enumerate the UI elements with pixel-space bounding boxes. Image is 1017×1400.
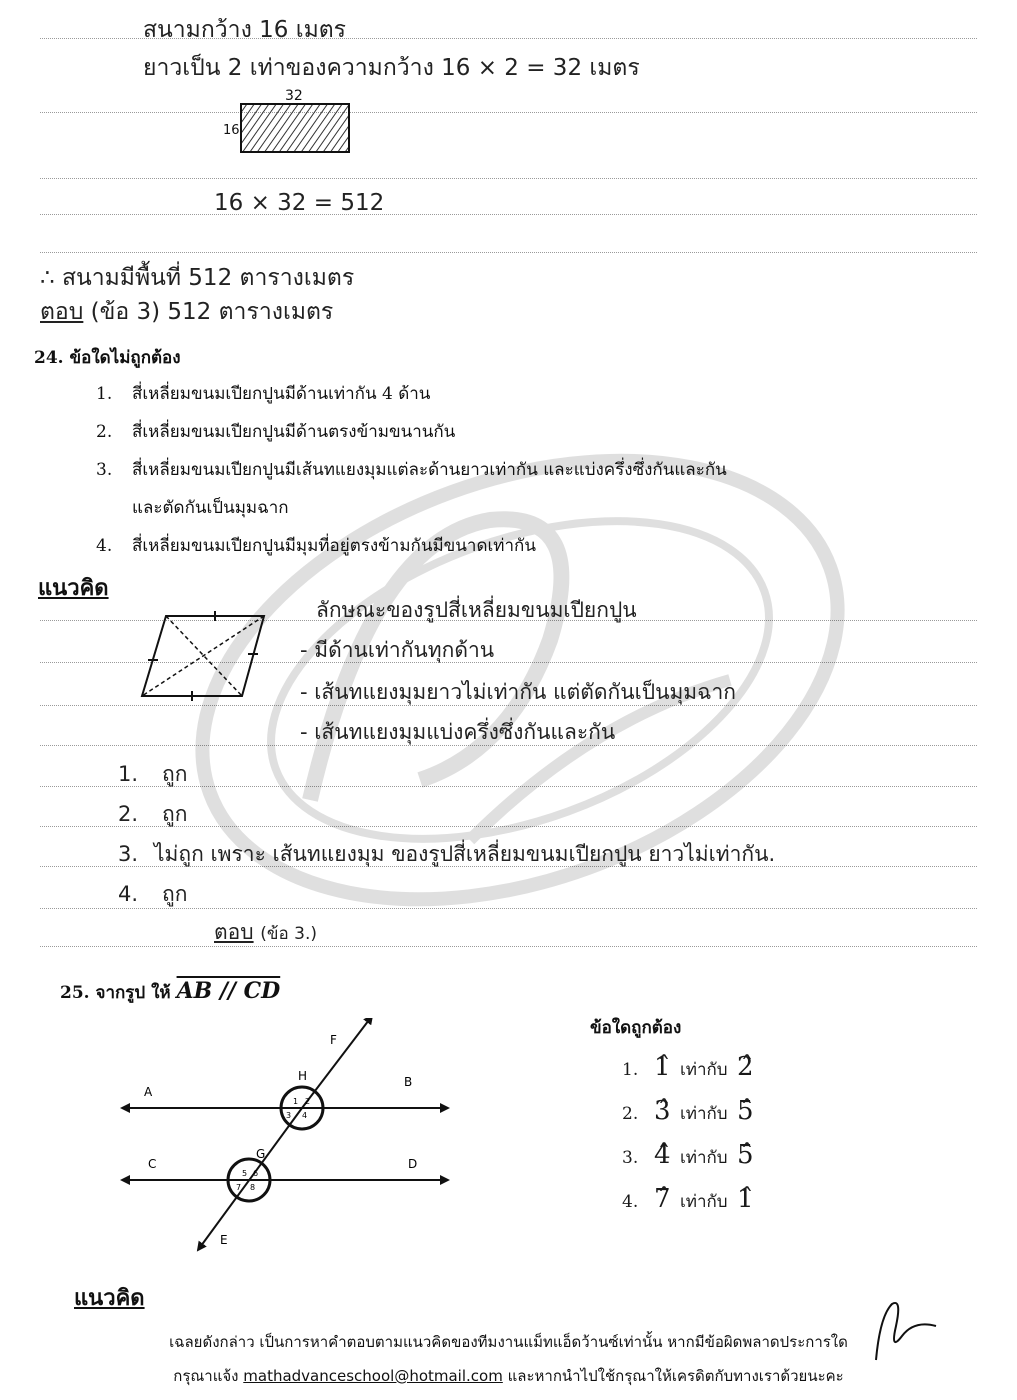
- q25-choice-2: 2. 3̂ เท่ากับ 5̂: [622, 1096, 754, 1126]
- svg-text:A: A: [144, 1085, 153, 1099]
- solution-line-width: สนามกว้าง 16 เมตร: [143, 17, 347, 43]
- parallel-lines-transversal-figure: [110, 1018, 470, 1258]
- svg-text:8: 8: [250, 1183, 256, 1192]
- svg-text:4: 4: [302, 1111, 308, 1120]
- check-2: 2. ถูก: [118, 802, 188, 826]
- question-24-title: 24. ข้อใดไม่ถูกต้อง: [34, 348, 181, 368]
- approach-heading-2: แนวคิด: [74, 1286, 145, 1311]
- svg-text:F: F: [330, 1033, 337, 1047]
- question-25-prompt: ข้อใดถูกต้อง: [590, 1018, 682, 1038]
- answer-23: [40, 294, 333, 330]
- svg-text:7: 7: [236, 1183, 242, 1192]
- svg-text:5: 5: [242, 1169, 248, 1178]
- rhombus-property-1: - มีด้านเท่ากันทุกด้าน: [300, 638, 495, 662]
- svg-text:C: C: [148, 1157, 157, 1171]
- solution-line-length: ยาวเป็น 2 เท่าของความกว้าง 16 × 2 = 32 เมตร: [143, 55, 640, 81]
- q25-choice-3: 3. 4̂ เท่ากับ 5̂: [622, 1140, 754, 1170]
- teacher-signature: [862, 1296, 942, 1366]
- answer-24: [214, 916, 317, 949]
- svg-text:2: 2: [305, 1097, 311, 1106]
- rect-length-label: 32: [285, 88, 303, 104]
- question-25-title: 25. จากรูป ให้ AB // CD: [60, 978, 281, 1004]
- ruled-line: [40, 214, 977, 215]
- answer-value: (ข้อ 3) 512 ตารางเมตร: [90, 299, 334, 325]
- svg-text:D: D: [408, 1157, 418, 1171]
- rhombus-figure: [130, 608, 280, 704]
- answer-label: ตอบ: [40, 299, 84, 325]
- q24-choice-4: 4. สี่เหลี่ยมขนมเปียกปูนมีมุมที่อยู่ตรงข้ามกันมีขนาดเท่ากัน: [96, 536, 536, 556]
- q25-choice-1: 1. 1̂ เท่ากับ 2̂: [622, 1052, 754, 1082]
- footer-contact: กรุณาแจ้ง mathadvanceschool@hotmail.com และหากนำไปใช้กรุณาให้เครดิตกับทางเราด้วยนะคะ: [173, 1367, 844, 1385]
- ruled-line: [40, 112, 977, 113]
- q24-choice-3: 3. สี่เหลี่ยมขนมเปียกปูนมีเส้นทแยงมุมแต่ละด้านยาวเท่ากัน และแบ่งครึ่งซึ่งกันและกัน: [96, 460, 727, 480]
- check-4: 4. ถูก: [118, 882, 188, 906]
- rhombus-property-2: - เส้นทแยงมุมยาวไม่เท่ากัน แต่ตัดกันเป็นมุมฉาก: [300, 680, 736, 704]
- ruled-line: [40, 252, 977, 253]
- svg-text:E: E: [220, 1233, 228, 1247]
- q25-choice-4: 4. 7̂ เท่ากับ 1̂: [622, 1184, 754, 1214]
- rect-width-label: 16: [223, 123, 240, 138]
- svg-text:G: G: [256, 1147, 266, 1161]
- field-rectangle-figure: [215, 86, 365, 158]
- svg-text:1: 1: [293, 1097, 299, 1106]
- approach-heading: แนวคิด: [38, 576, 109, 601]
- check-3: 3. ไม่ถูก เพราะ เส้นทแยงมุม ของรูปสี่เหลี่ยมขนมเปียกปูน ยาวไม่เท่ากัน.: [118, 842, 776, 866]
- rhombus-properties-title: ลักษณะของรูปสี่เหลี่ยมขนมเปียกปูน: [316, 598, 637, 622]
- svg-text:6: 6: [253, 1169, 259, 1178]
- ruled-line: [40, 178, 977, 179]
- q24-choice-3-continued: และตัดกันเป็นมุมฉาก: [132, 498, 289, 518]
- svg-text:3: 3: [286, 1111, 292, 1120]
- svg-text:B: B: [404, 1075, 413, 1089]
- ruled-line: [40, 946, 977, 947]
- check-1: 1. ถูก: [118, 762, 188, 786]
- area-calculation: 16 × 32 = 512: [214, 190, 385, 216]
- q24-choice-1: 1. สี่เหลี่ยมขนมเปียกปูนมีด้านเท่ากัน 4 ด้าน: [96, 384, 431, 404]
- contact-email-link[interactable]: mathadvanceschool@hotmail.com: [243, 1367, 503, 1385]
- svg-text:H: H: [298, 1069, 308, 1083]
- q24-choice-2: 2. สี่เหลี่ยมขนมเปียกปูนมีด้านตรงข้ามขนานกัน: [96, 422, 456, 442]
- footer-disclaimer: เฉลยดังกล่าว เป็นการหาคำตอบตามแนวคิดของทีมงานแม็ทแอ็ดว้านซ์เท่านั้น หากมีข้อผิดพลาดประการใด: [169, 1333, 848, 1351]
- therefore-statement: ∴ สนามมีพื้นที่ 512 ตารางเมตร: [40, 265, 355, 291]
- answer-label: ตอบ: [214, 920, 254, 944]
- answer-value: (ข้อ 3.): [260, 924, 318, 944]
- rhombus-property-3: - เส้นทแยงมุมแบ่งครึ่งซึ่งกันและกัน: [300, 720, 616, 744]
- parallel-lines-notation: AB // CD: [176, 978, 281, 1004]
